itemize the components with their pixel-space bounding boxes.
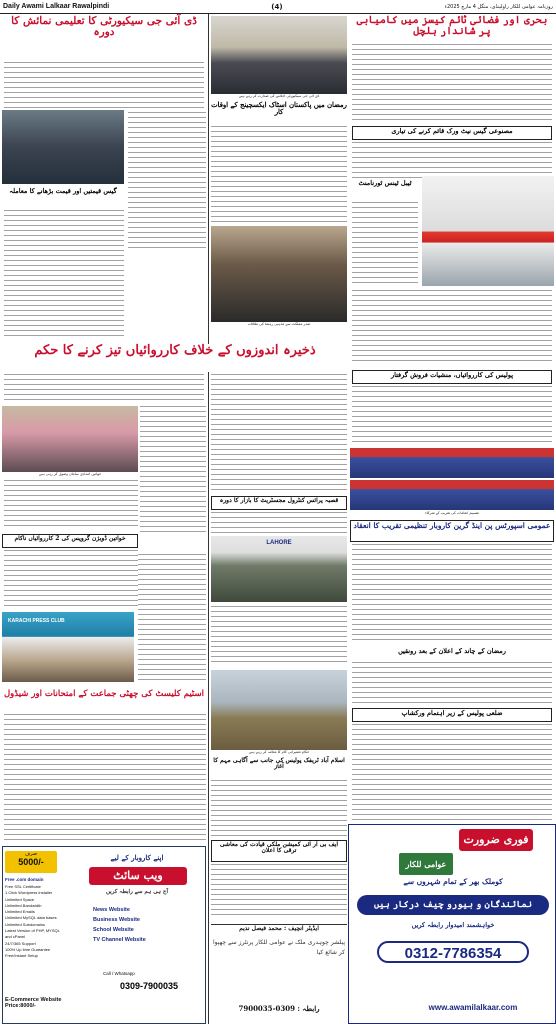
article-text <box>352 662 552 704</box>
article-text <box>211 864 347 918</box>
paper-name: Daily Awami Lalkaar Rawalpindi <box>3 3 110 10</box>
vacancy-line1: کوملک بھر کے تمام شہروں سے <box>403 877 503 886</box>
headline-gift: مصنوعی گیس نیٹ ورک قائم کرنے کی تیاری <box>352 126 552 140</box>
caption-meet: صدر مملکت سے مذہبی رہنما کی ملاقات <box>211 322 347 328</box>
photo-crowd <box>2 110 124 184</box>
ad-title-website: ویب سائٹ <box>89 867 187 885</box>
headline-psx: رمضان میں پاکستان اسٹاک ایکسچینج کے اوقات کار <box>211 101 347 117</box>
article-text <box>211 512 347 534</box>
imprint-contact: رابطہ : 0309-7900035 <box>238 1004 320 1013</box>
article-text <box>4 374 204 404</box>
website-ad[interactable] <box>2 846 206 1024</box>
headline-women-groups: خواتین ڈویژن گروپس کی 2 کارروائیاں ناکام <box>2 534 138 548</box>
feature-item: Unlimited Space <box>5 896 35 902</box>
caption-field: حکام تعمیراتی کام کا معائنہ کر رہے ہیں <box>211 750 347 756</box>
photo-lahore-meeting <box>211 536 347 602</box>
vacancy-phone[interactable]: 0312-7786354 <box>377 941 529 963</box>
feature-item: Latest Version of PHP, MYSQL and cPanel <box>5 928 60 940</box>
feature-item: Free/Instant Setup <box>5 953 38 959</box>
vacancy-line2: نمائندگان و بیورو چیف درکار ہیں <box>357 895 549 915</box>
caption-office: ڈی آئی جی سیکیورٹی اجلاس کی صدارت کر رہے ہیں <box>211 94 347 100</box>
feature-item: Unlimited MySQL data bases <box>5 915 57 921</box>
feature-item: Unlimited Bandwidth <box>5 902 42 908</box>
price-value: 5000/- <box>18 857 44 867</box>
feature-item: 1 Click Wordpress installer <box>5 890 53 896</box>
article-text <box>352 724 552 824</box>
article-text <box>4 714 206 842</box>
type-tv: TV Channel Website <box>93 937 146 943</box>
article-text <box>211 126 347 224</box>
article-text <box>138 554 206 684</box>
vacancy-ad[interactable] <box>348 824 556 1024</box>
caption-women: خواتین امدادی سامان وصول کر رہی ہیں <box>2 472 138 478</box>
ecommerce-line: E-Commerce Website Price:8000/- <box>5 997 62 1009</box>
photo-field-inspection <box>211 670 347 750</box>
article-text <box>352 142 552 178</box>
price-label: صرف <box>24 851 38 857</box>
headline-org: ضلعی پولیس کے زیر اہتمام ورکشاپ <box>352 708 552 722</box>
website-types <box>93 905 203 949</box>
ad-subtitle: آج ہی ہم سے رابطہ کریں <box>106 889 168 895</box>
press-club-sign: KARACHI PRESS CLUB <box>8 618 65 624</box>
right-column <box>348 14 556 1024</box>
article-text <box>211 364 347 494</box>
whatsapp-label: Call / Whatsapp <box>103 971 135 976</box>
feature-item: 24/7/365 Support <box>5 940 36 946</box>
feature-item: 100% Up time Guarantee <box>5 946 51 952</box>
photo-press-club <box>2 612 134 682</box>
domain-line: Free .com domain <box>5 877 44 882</box>
article-text <box>4 550 138 610</box>
feature-item: Unlimited Emails <box>5 909 35 915</box>
vacancy-line3: خواہشمند امیدوار رابطہ کریں <box>411 921 495 929</box>
features-list <box>5 884 67 972</box>
headline-top-right: بحری اور فضائی ٹائم کیسز میں کامیابی پر شاندار ہلچل <box>356 15 548 37</box>
article-text <box>211 780 347 836</box>
headline-dig-security: ڈی آئی جی سیکیورٹی کا تعلیمی نمائش کا دورہ <box>11 15 197 39</box>
vacancy-website[interactable]: www.awamilalkaar.com <box>428 1003 518 1012</box>
article-text <box>352 44 552 124</box>
article-text <box>352 202 418 286</box>
page-number: (4) <box>271 2 283 11</box>
article-text <box>4 480 138 530</box>
caption-group: تقسیم انعامات کی تقریب کے شرکاء <box>350 511 554 517</box>
headline-gas-price: گیس قیمتیں اور قیمت بڑھانے کا معاملہ <box>9 187 117 195</box>
photo-women-relief <box>2 406 138 472</box>
article-text <box>140 406 206 536</box>
headline-police: پولیس کی کارروائیاں، منشیات فروش گرفتار <box>352 370 552 384</box>
headline-sport: ٹیبل ٹینس ٹورنامنٹ <box>358 179 412 187</box>
price-tag <box>5 851 57 873</box>
article-text <box>4 210 124 340</box>
headline-hoarders: ذخیرہ اندوزوں کے خلاف کارروائیاں تیز کرنے کا حکم <box>2 344 348 372</box>
headline-exam-schedule: اسٹیم کلیسٹ کی چھٹی جماعت کے امتحانات اور شیڈول <box>4 689 204 699</box>
ad-title-urdu: اپنے کاروبار کے لیے <box>110 853 164 862</box>
headline-traffic: اسلام آباد ٹریفک پولیس کی جانب سے آگاہی مہم کا آغاز <box>213 757 345 771</box>
imprint-publisher: پبلشر چوہدری ملک نے عوامی للکار پرنٹرز سے چھپوا کر شائع کیا <box>213 939 345 956</box>
vacancy-badge: فوری ضرورت <box>459 829 533 851</box>
headline-org-ceremony: عمومی اسپورٹس پن اینڈ گرین کاروبار تنظیمی تقریب کا انعقاد <box>350 520 554 542</box>
type-school: School Website <box>93 927 134 933</box>
article-text <box>4 62 204 108</box>
headline-ramadan: رمضان کے چاند کے اعلان کے بعد رونقیں <box>398 647 506 655</box>
article-text <box>352 544 552 644</box>
website-ad-phone[interactable]: 0309-7900035 <box>119 981 179 991</box>
feature-item: Free SSL Certificate <box>5 884 41 889</box>
vacancy-brand-logo: عوامی للکار <box>399 853 453 875</box>
article-text <box>352 386 552 446</box>
photo-table-tennis <box>422 176 554 286</box>
photo-award-ceremony-2 <box>350 480 554 510</box>
masthead <box>0 0 556 14</box>
headline-magistrate: قصبہ پرائس کنٹرول مجسٹریٹ کا بازار کا دورہ <box>211 496 347 510</box>
photo-meeting-room <box>211 16 347 94</box>
article-text <box>128 112 206 252</box>
photo-award-ceremony <box>350 448 554 478</box>
article-text <box>352 290 552 364</box>
article-text <box>211 606 347 666</box>
headline-fbr: ایف بی آر آئی کمیشن ملکی قیادت کی معاشی ترقی کا اعلان <box>211 840 347 862</box>
middle-column <box>208 14 348 1024</box>
imprint-editor: ایڈیٹر انچیف : محمد فیصل ندیم <box>211 924 347 936</box>
type-business: Business Website <box>93 917 140 923</box>
feature-item: Unlimited Subdomains <box>5 921 46 927</box>
date-line: روزنامہ عوامی للکار راولپنڈی، منگل 4 مارچ 2025ء <box>444 3 553 10</box>
lahore-sign: LAHORE <box>266 540 292 546</box>
photo-religious-meeting <box>211 226 347 322</box>
type-news: News Website <box>93 907 130 913</box>
